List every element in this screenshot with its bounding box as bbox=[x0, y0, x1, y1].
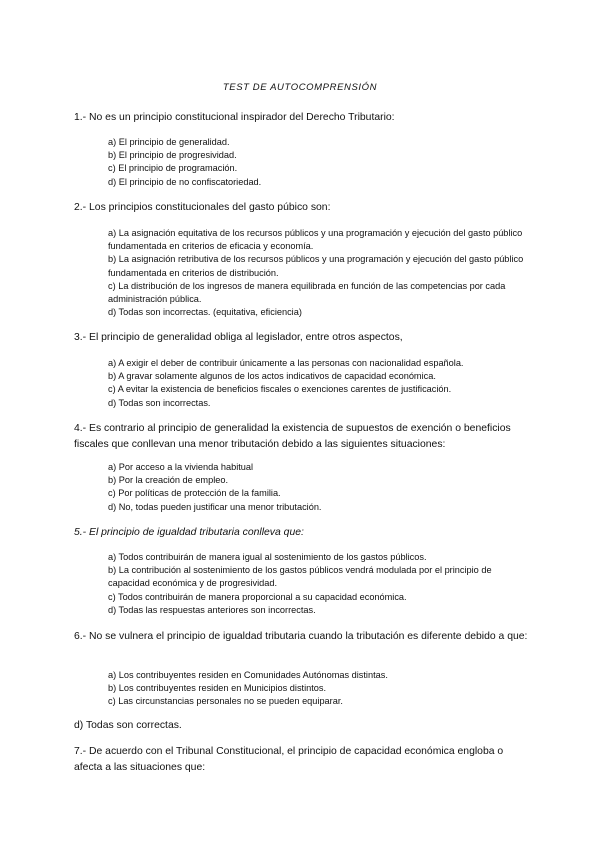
option: b) El principio de progresividad. bbox=[108, 150, 237, 161]
question-4-options bbox=[108, 461, 528, 514]
option: b) La contribución al sostenimiento de los gastos públicos vendrá modulada por el principio de capacidad económica y de progresividad. bbox=[108, 565, 492, 589]
option: b) La asignación retributiva de los recursos públicos y una programación y ejecución del gasto público fundamentada en criterios de distribución. bbox=[108, 254, 524, 278]
option: d) Todas son incorrectas. (equitativa, eficiencia) bbox=[108, 307, 302, 318]
question-7: 7.- De acuerdo con el Tribunal Constitucional, el principio de capacidad económica engloba o afecta a las situaciones que: bbox=[74, 746, 504, 773]
option: c) Todos contribuirán de manera proporcional a su capacidad económica. bbox=[108, 591, 407, 602]
option: c) A evitar la existencia de beneficios fiscales o exenciones carentes de justificación. bbox=[108, 384, 452, 395]
option: b) Los contribuyentes residen en Municipios distintos. bbox=[108, 683, 327, 694]
page-title: TEST DE AUTOCOMPRENSIÓN bbox=[222, 82, 378, 93]
option: d) El principio de no confiscatoriedad. bbox=[108, 176, 262, 187]
question-2-options bbox=[108, 227, 528, 319]
question-6: 6.- No se vulnera el principio de igualdad tributaria cuando la tributación es diferente debido a que: bbox=[74, 631, 528, 642]
option: d) No, todas pueden justificar una menor tributación. bbox=[108, 501, 322, 512]
option: a) Por acceso a la vivienda habitual bbox=[108, 462, 254, 472]
question-3-options bbox=[108, 357, 528, 410]
option: b) A gravar solamente algunos de los actos indicativos de capacidad económica. bbox=[108, 371, 436, 382]
question-2: 2.- Los principios constitucionales del gasto púbico son: bbox=[74, 202, 331, 213]
question-5-options bbox=[108, 551, 528, 617]
option: a) Todos contribuirán de manera igual al sostenimiento de los gastos públicos. bbox=[108, 552, 427, 562]
option: a) El principio de generalidad. bbox=[108, 137, 230, 147]
option: a) Los contribuyentes residen en Comunidades Autónomas distintas. bbox=[108, 670, 388, 680]
question-3: 3.- El principio de generalidad obliga al legislador, entre otros aspectos, bbox=[74, 332, 403, 343]
option: b) Por la creación de empleo. bbox=[108, 475, 229, 486]
option: c) Las circunstancias personales no se pueden equiparar. bbox=[108, 696, 343, 707]
option: c) El principio de programación. bbox=[108, 163, 238, 174]
question-4: 4.- Es contrario al principio de generalidad la existencia de supuestos de exención o beneficios fiscales que conllevan una menor tributación debido a las siguientes situaciones: bbox=[74, 423, 511, 450]
option: a) La asignación equitativa de los recursos públicos y una programación y ejecución del gasto público fundamentada en criterios de eficacia y economía. bbox=[108, 228, 523, 252]
question-6-options bbox=[108, 669, 528, 709]
option: c) La distribución de los ingresos de manera equilibrada en función de las competencias por cada administración pública. bbox=[108, 280, 506, 305]
option: d) Todas son incorrectas. bbox=[108, 397, 211, 408]
option: d) Todas las respuestas anteriores son incorrectas. bbox=[108, 604, 316, 615]
question-5: 5.- El principio de igualdad tributaria conlleva que: bbox=[74, 527, 304, 538]
question-1-options bbox=[108, 136, 528, 189]
option: c) Por políticas de protección de la familia. bbox=[108, 488, 281, 499]
question-6-extra-option: d) Todas son correctas. bbox=[74, 720, 182, 731]
option: a) A exigir el deber de contribuir únicamente a las personas con nacionalidad española. bbox=[108, 358, 464, 368]
question-1: 1.- No es un principio constitucional inspirador del Derecho Tributario: bbox=[74, 112, 395, 123]
